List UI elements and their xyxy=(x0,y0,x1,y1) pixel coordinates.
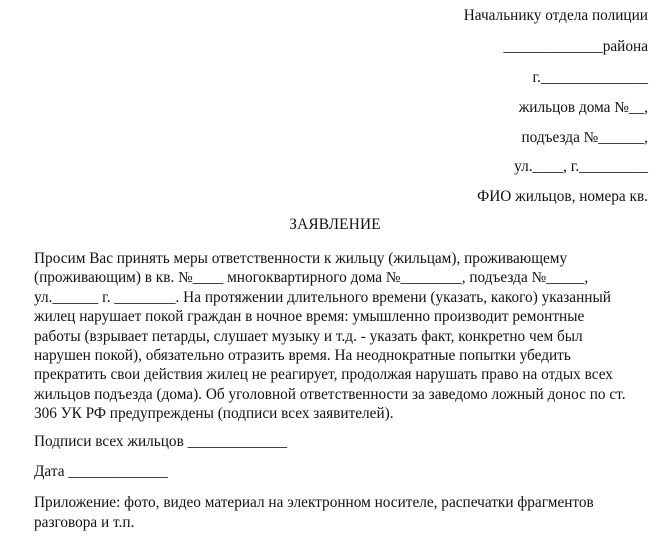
body-line: (проживающим) в кв. №____ многоквартирного дома №________, подъезда №_____, xyxy=(34,269,589,287)
attachment-line-continued: разговора и т.п. xyxy=(34,514,135,531)
body-line: 306 УК РФ предупреждены (подписи всех заявителей). xyxy=(34,405,394,423)
body-line: нарушен покой), обязательно отразить время. На неоднократные попытки убедить xyxy=(34,346,571,364)
body-line: жильцов подъезда (дома). Об уголовной ответственности за заведомо ложный донос по ст. xyxy=(34,385,626,403)
attachment-line: Приложение: фото, видео материал на электронном носителе, распечатки фрагментов xyxy=(34,494,594,511)
body-line: жилец нарушает покой граждан в ночное время: умышленно производит ремонтные xyxy=(34,308,585,326)
body-line: ул.______ г. ________. На протяжении длительного времени (указать, какого) указанный xyxy=(34,288,611,306)
header-city: г.______________ xyxy=(532,69,648,86)
statement-body xyxy=(34,249,646,424)
body-line: Просим Вас принять меры ответственности к жильцу (жильцам), проживающему xyxy=(34,250,568,267)
header-tenants: ФИО жильцов, номера кв. xyxy=(477,188,648,205)
body-line: работы (взрывает петарды, слушает музыку и т.д. - указать факт, конкретно чем был xyxy=(34,327,583,345)
document-title: ЗАЯВЛЕНИЕ xyxy=(289,216,381,233)
header-house: жильцов дома №__, xyxy=(518,99,648,116)
header-addressee: Начальнику отдела полиции xyxy=(463,7,648,24)
date-line: Дата _____________ xyxy=(34,463,168,480)
signatures-line: Подписи всех жильцов _____________ xyxy=(34,433,288,450)
body-line: прекратить свои действия жилец не реагирует, продолжая нарушать право на отдых всех xyxy=(34,366,613,384)
header-district: _____________района xyxy=(503,38,648,55)
header-entrance: подъезда №______, xyxy=(521,129,648,146)
header-street: ул.____, г._________ xyxy=(514,158,648,175)
